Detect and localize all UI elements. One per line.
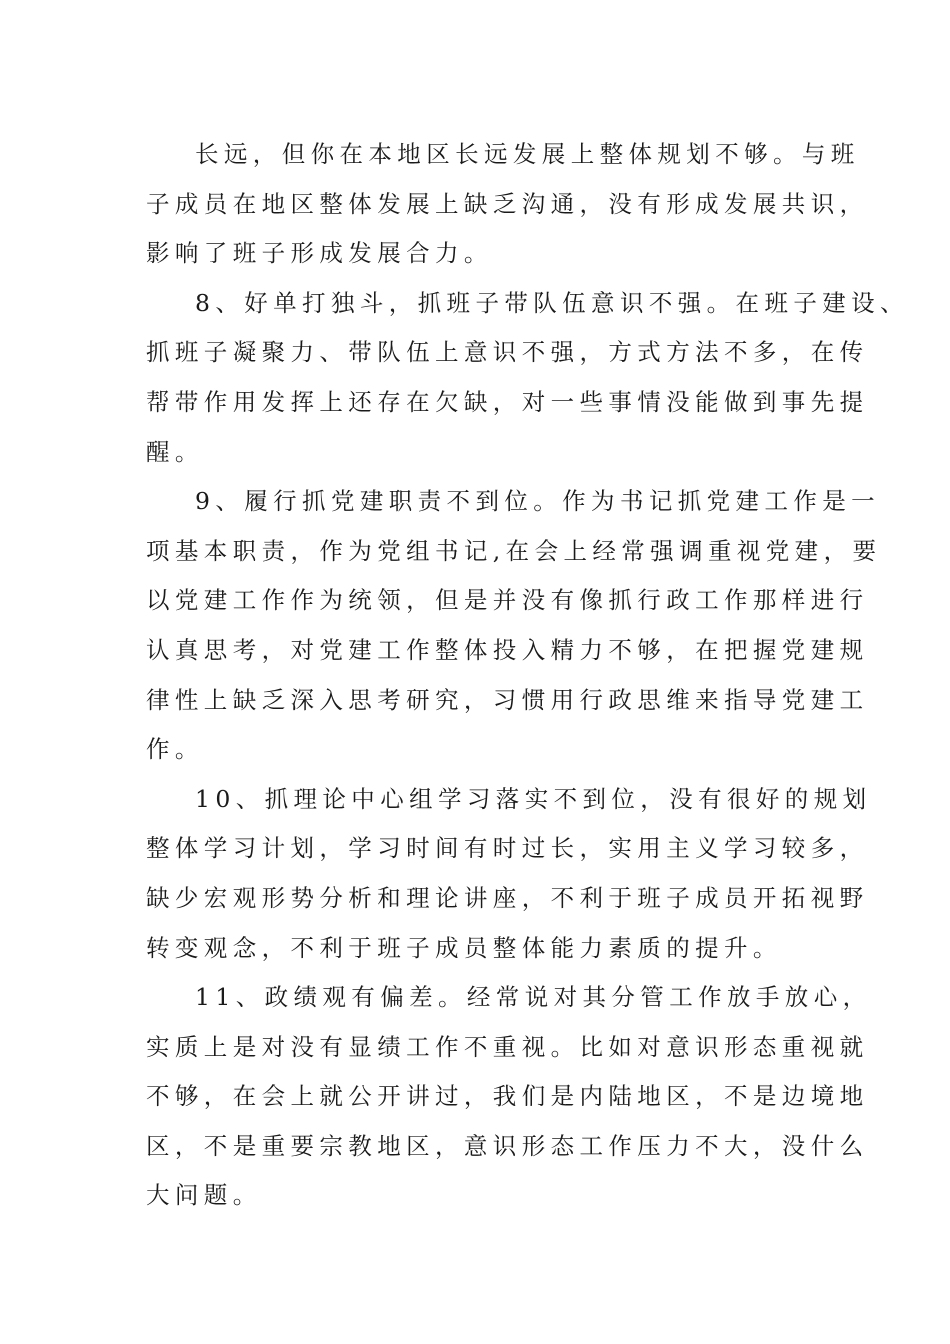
text-line: 缺少宏观形势分析和理论讲座，不利于班子成员开拓视野: [146, 883, 869, 912]
text-line: 转变观念，不利于班子成员整体能力素质的提升。: [146, 933, 782, 962]
text-line: 以党建工作作为统领，但是并没有像抓行政工作那样进行: [146, 586, 869, 615]
text-line: 作。: [146, 735, 204, 764]
text-line: 整体学习计划，学习时间有时过长，实用主义学习较多，: [146, 834, 869, 863]
text-line: 9、履行抓党建职责不到位。作为书记抓党建工作是一: [195, 487, 881, 516]
paragraph-item-9: [146, 477, 882, 775]
text-line: 实质上是对没有显绩工作不重视。比如对意识形态重视就: [146, 1032, 869, 1061]
text-line: 10、抓理论中心组学习落实不到位，没有很好的规划: [195, 784, 872, 813]
text-line: 区，不是重要宗教地区，意识形态工作压力不大，没什么: [146, 1131, 869, 1160]
text-line: 11、政绩观有偏差。经常说对其分管工作放手放心，: [195, 983, 872, 1012]
text-line: 长远，但你在本地区长远发展上整体规划不够。与班: [195, 140, 860, 168]
text-line: 醒。: [146, 437, 204, 466]
text-line: 项基本职责，作为党组书记,在会上经常强调重视党建，要: [146, 536, 882, 565]
document-body: [146, 130, 909, 1221]
paragraph-item-11: [146, 973, 872, 1221]
text-line: 不够，在会上就公开讲过，我们是内陆地区，不是边境地: [146, 1082, 869, 1111]
text-line: 8、好单打独斗，抓班子带队伍意识不强。在班子建设、: [195, 288, 909, 317]
paragraph-continuation: [146, 130, 869, 279]
text-line: 抓班子凝聚力、带队伍上意识不强，方式方法不多，在传: [146, 338, 869, 367]
paragraph-item-8: [146, 279, 909, 477]
text-line: 大问题。: [146, 1181, 262, 1210]
paragraph-item-10: [146, 775, 872, 973]
text-line: 帮带作用发挥上还存在欠缺，对一些事情没能做到事先提: [146, 387, 869, 416]
text-line: 律性上缺乏深入思考研究，习惯用行政思维来指导党建工: [146, 685, 869, 714]
text-line: 认真思考，对党建工作整体投入精力不够，在把握党建规: [146, 635, 869, 664]
text-line: 子成员在地区整体发展上缺乏沟通，没有形成发展共识，: [146, 189, 869, 218]
text-line: 影响了班子形成发展合力。: [146, 239, 493, 268]
